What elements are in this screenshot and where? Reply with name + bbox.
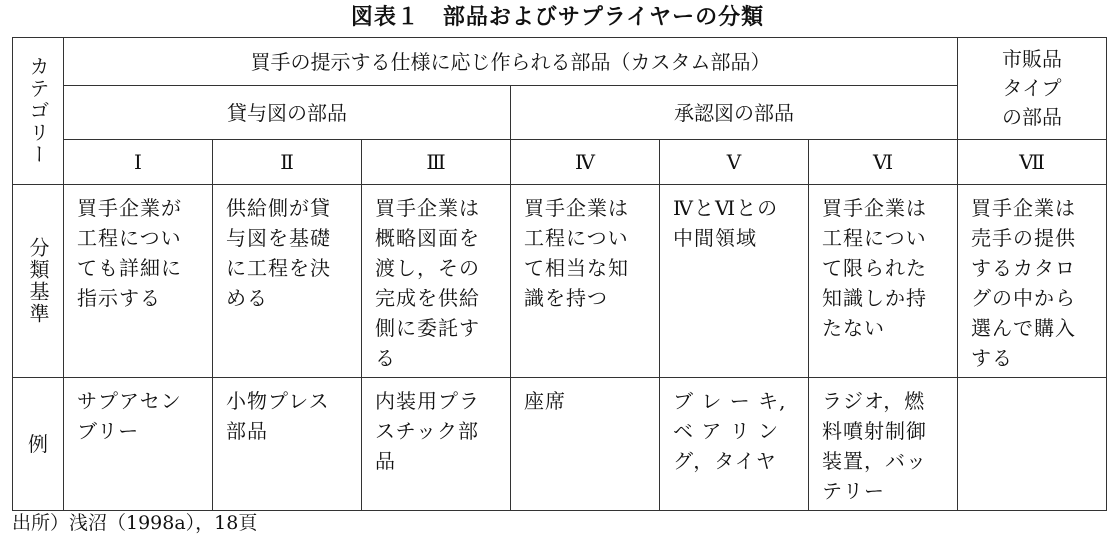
example-cell: 小物プレス 部品 <box>213 378 362 511</box>
roman-cell: Ⅶ <box>958 140 1107 185</box>
example-cell <box>958 378 1107 511</box>
roman-cell: Ⅰ <box>64 140 213 185</box>
criteria-row <box>13 185 1107 378</box>
header-row-1 <box>13 38 1107 86</box>
criteria-cell: 買手企業は 工程につい て限られた 知識しか持 たない <box>809 185 958 378</box>
source-note: 出所）浅沼（1998a），18頁 <box>12 512 258 534</box>
roman-cell: Ⅴ <box>660 140 809 185</box>
example-cell: 内装用プラ スチック部 品 <box>362 378 511 511</box>
market-parts-header: 市販品 タイプ の部品 <box>958 38 1107 140</box>
classification-table <box>12 37 1107 511</box>
figure-title: 図表１ 部品およびサプライヤーの分類 <box>350 5 765 30</box>
criteria-cell: 買手企業は 売手の提供 するカタロ グの中から 選んで購入 する <box>958 185 1107 378</box>
roman-cell: Ⅵ <box>809 140 958 185</box>
example-cell: ラジオ，燃 料噴射制御 装置，バッ テリー <box>809 378 958 511</box>
category-header <box>13 38 64 185</box>
example-row <box>13 378 1107 511</box>
criteria-cell: ⅣとⅥとの 中間領域 <box>660 185 809 378</box>
roman-cell: Ⅳ <box>511 140 660 185</box>
example-header: 例 <box>13 378 64 511</box>
approved-drawing-header: 承認図の部品 <box>511 86 958 140</box>
loan-drawing-header: 貸与図の部品 <box>64 86 511 140</box>
example-cell: サプアセン ブリー <box>64 378 213 511</box>
criteria-label: 分類基準 <box>26 237 50 325</box>
criteria-cell: 供給側が貸 与図を基礎 に工程を決 める <box>213 185 362 378</box>
criteria-cell: 買手企業は 概略図面を 渡し，その 完成を供給 側に委託す る <box>362 185 511 378</box>
criteria-cell: 買手企業は 工程につい て相当な知 識を持つ <box>511 185 660 378</box>
roman-cell: Ⅱ <box>213 140 362 185</box>
criteria-cell: 買手企業が 工程につい ても詳細に 指示する <box>64 185 213 378</box>
example-cell: 座席 <box>511 378 660 511</box>
category-label: カテゴリー <box>26 56 50 166</box>
header-row-2 <box>13 86 1107 140</box>
criteria-header <box>13 185 64 378</box>
roman-numeral-row <box>13 140 1107 185</box>
example-cell: ブ レ ー キ, ベ ア リ ン グ，タイヤ <box>660 378 809 511</box>
custom-parts-header: 買手の提示する仕様に応じ作られる部品（カスタム部品） <box>64 38 958 86</box>
roman-cell: Ⅲ <box>362 140 511 185</box>
